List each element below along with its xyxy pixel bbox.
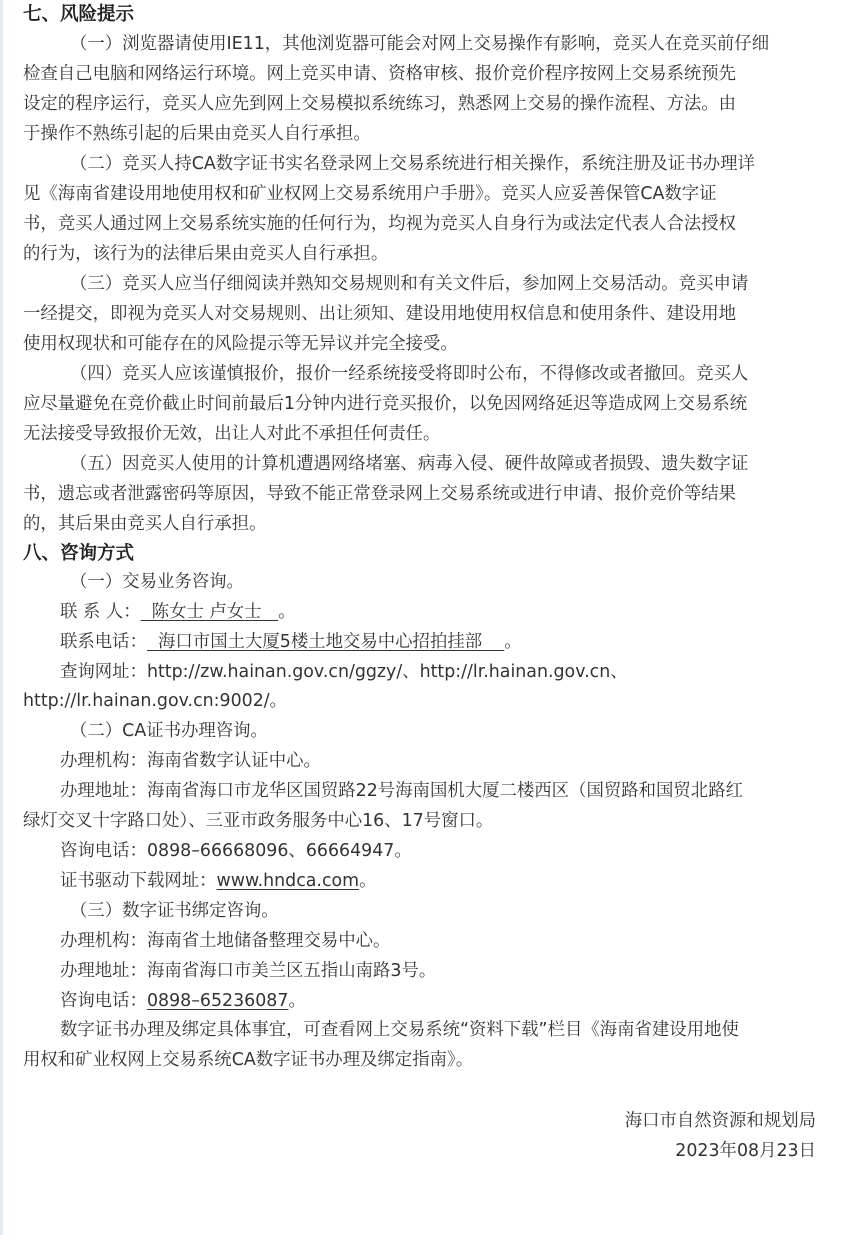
driver-download-link[interactable]: www.hndca.com — [216, 871, 360, 891]
contact-phone-label: 联系电话： — [60, 632, 147, 652]
risk-para-3-line-2: 一经提交，即视为竞买人对交易规则、出让须知、建设用地使用权信息和使用条件、建设用地 — [23, 304, 737, 324]
binding-address: 办理地址：海南省海口市美兰区五指山南路3号。 — [60, 961, 437, 981]
ca-org: 办理机构：海南省数字认证中心。 — [60, 751, 321, 771]
risk-para-4-line-1: （四）竞买人应该谨慎报价，报价一经系统接受将即时公布，不得修改或者撤回。竞买人 — [70, 364, 749, 384]
contact-person-value: 陈女士 卢女士 — [140, 602, 279, 622]
binding-note-line-1: 数字证书办理及绑定具体事宜，可查看网上交易系统“资料下载”栏目《海南省建设用地使 — [60, 1020, 739, 1040]
issue-date: 2023年08月23日 — [675, 1141, 816, 1161]
risk-para-1-line-3: 设定的程序运行，竞买人应先到网上交易模拟系统练习，熟悉网上交易的操作流程、方法。由 — [23, 94, 737, 114]
section-7-heading: 七、风险提示 — [23, 4, 135, 25]
consult-3-title: （三）数字证书绑定咨询。 — [70, 901, 279, 921]
contact-person-row — [23, 597, 838, 627]
risk-para-3-line-1: （三）竞买人应当仔细阅读并熟知交易规则和有关文件后，参加网上交易活动。竞买申请 — [70, 274, 749, 294]
left-border — [0, 0, 3, 1235]
issuer-name: 海口市自然资源和规划局 — [624, 1111, 816, 1131]
binding-org: 办理机构：海南省土地储备整理交易中心。 — [60, 931, 391, 951]
contact-person-end: 。 — [278, 602, 296, 622]
risk-para-4-line-2: 应尽量避免在竞价截止时间前最后1分钟内进行竞买报价，以免因网络延迟等造成网上交易系统 — [23, 394, 748, 414]
consult-1-title: （一）交易业务咨询。 — [70, 572, 244, 592]
risk-para-2-line-2: 见《海南省建设用地使用权和矿业权网上交易系统用户手册》。竞买人应妥善保管CA数字证 — [23, 184, 717, 204]
consult-2-title: （二）CA证书办理咨询。 — [70, 721, 268, 741]
query-url-line-1: 查询网址：http://zw.hainan.gov.cn/ggzy/、http://lr.hainan.gov.cn、 — [60, 662, 628, 682]
ca-address-line-2: 绿灯交叉十字路口处）、三亚市政务服务中心16、17号窗口。 — [23, 811, 494, 831]
risk-para-5-line-1: （五）因竞买人使用的计算机遭遇网络堵塞、病毒入侵、硬件故障或者损毁、遗失数字证 — [70, 454, 749, 474]
ca-phone: 咨询电话：0898–66668096、66664947。 — [60, 841, 412, 861]
risk-para-3-line-3: 使用权现状和可能存在的风险提示等无异议并完全接受。 — [23, 334, 458, 354]
binding-phone-end: 。 — [288, 991, 306, 1011]
driver-download-end: 。 — [359, 871, 377, 891]
risk-para-2-line-1: （二）竞买人持CA数字证书实名登录网上交易系统进行相关操作，系统注册及证书办理详 — [70, 154, 755, 174]
section-8-heading: 八、咨询方式 — [23, 543, 135, 564]
risk-para-1-line-2: 检查自己电脑和网络运行环境。网上竞买申请、资格审核、报价竞价程序按网上交易系统预先 — [23, 64, 737, 84]
risk-para-1-line-1: （一）浏览器请使用IE11，其他浏览器可能会对网上交易操作有影响，竞买人在竞买前仔细 — [70, 34, 770, 54]
ca-address-line-1: 办理地址：海南省海口市龙华区国贸路22号海南国机大厦二楼西区（国贸路和国贸北路红 — [60, 781, 743, 801]
driver-download-row — [23, 866, 838, 896]
driver-download-label: 证书驱动下载网址： — [60, 871, 217, 891]
contact-phone-end: 。 — [504, 632, 522, 652]
risk-para-1-line-4: 于操作不熟练引起的后果由竞买人自行承担。 — [23, 124, 371, 144]
contact-person-label: 联 系 人： — [60, 602, 141, 622]
contact-phone-value: 海口市国土大厦5楼土地交易中心招拍挂部 — [146, 632, 505, 652]
risk-para-2-line-4: 的行为，该行为的法律后果由竞买人自行承担。 — [23, 244, 389, 264]
risk-para-4-line-3: 无法接受导致报价无效，出让人对此不承担任何责任。 — [23, 424, 441, 444]
risk-para-5-line-3: 的，其后果由竞买人自行承担。 — [23, 514, 267, 534]
risk-para-5-line-2: 书，遗忘或者泄露密码等原因，导致不能正常登录网上交易系统或进行申请、报价竞价等结果 — [23, 484, 737, 504]
query-url-line-2: http://lr.hainan.gov.cn:9002/。 — [23, 691, 288, 711]
contact-phone-row — [23, 627, 838, 657]
binding-phone-value: 0898–65236087 — [146, 991, 289, 1011]
risk-para-2-line-3: 书，竞买人通过网上交易系统实施的任何行为，均视为竞买人自身行为或法定代表人合法授权 — [23, 214, 737, 234]
binding-note-line-2: 用权和矿业权网上交易系统CA数字证书办理及绑定指南》。 — [23, 1050, 474, 1070]
binding-phone-row — [23, 986, 838, 1016]
binding-phone-label: 咨询电话： — [60, 991, 147, 1011]
